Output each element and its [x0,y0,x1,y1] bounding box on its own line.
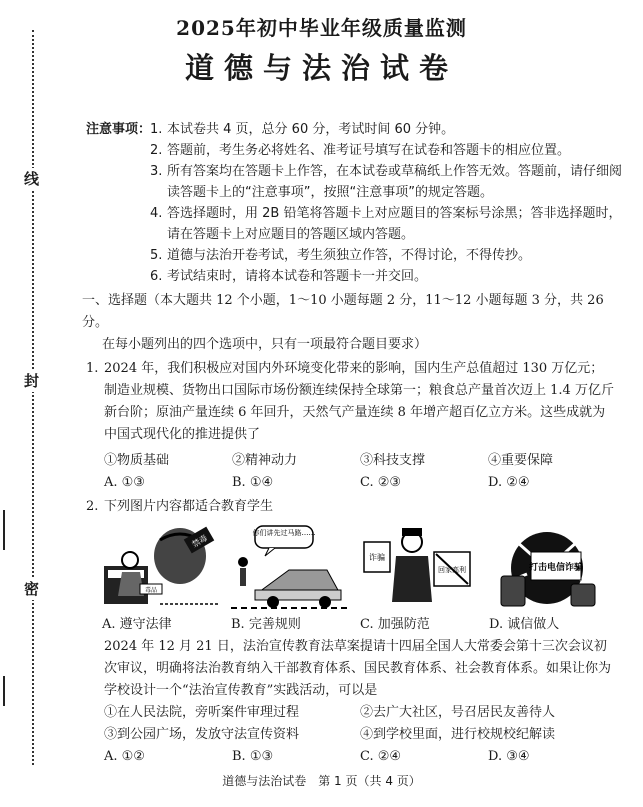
picture-c-caption: C. 加强防范 [360,617,430,632]
picture-c-label-2: 回家高利 [438,566,466,574]
questions-area [82,290,616,768]
notice-text: 考试结束时，请将本试卷和答题卡一并交回。 [167,269,428,284]
option-d[interactable]: D. ③④ [488,749,530,764]
notice-label: 注意事项： [86,122,152,137]
statement-row [86,702,616,724]
crosswalk-cartoon [229,522,349,614]
anti-telecom-fraud-cartoon [487,522,607,614]
statement-row [86,450,616,472]
subject-title: 道德与法治试卷 [184,51,458,85]
notice-text: 本试卷共 4 页，总分 60 分，考试时间 60 分钟。 [167,122,455,137]
notice-text: 答题前，考生务必将姓名、准考证号填写在试卷和答题卡的相应位置。 [167,143,571,158]
picture-a-label-2: 毒品 [144,587,158,594]
statement: ②精神动力 [232,453,298,468]
section-heading: 一、选择题（本大题共 12 个小题，1～10 小题每题 2 分，11～12 小题每题 3 分，共 26 分。 [82,293,604,330]
binding-char-secret: 密 [24,580,40,598]
question-stem: 下列图片内容都适合教育学生 [104,499,274,514]
notice-item [150,119,630,140]
option-c[interactable]: C. ②③ [360,475,402,490]
picture-a[interactable] [100,522,229,636]
question-1 [86,358,616,494]
drug-ban-cartoon [100,522,220,614]
statement: ③科技支撑 [360,453,426,468]
statement: ①物质基础 [104,453,170,468]
binding-margin [0,0,44,807]
notice-item [150,245,630,266]
picture-d-caption: D. 诚信做人 [489,617,560,632]
option-a[interactable]: A. ①② [104,749,145,764]
question-number: 1. [86,361,99,376]
option-b[interactable]: B. ①③ [232,749,274,764]
notice-num: 1. [150,122,163,137]
option-a[interactable]: A. ①③ [104,475,145,490]
notice-item [150,203,630,245]
option-row [86,472,616,494]
fraud-warning-cartoon [358,522,478,614]
picture-c[interactable] [358,522,487,636]
notice-list [150,119,630,287]
question-number: 2. [86,499,99,514]
statement-row [86,724,616,746]
binding-dotted-line [32,30,34,765]
notice-num: 5. [150,248,163,263]
picture-c-label-1: 诈骗 [369,553,385,562]
notice-num: 3. [150,164,163,179]
notice-text: 所有答案均在答题卡上作答，在本试卷或草稿纸上作答无效。答题前，请仔细阅读答题卡上的“注意事项”，按照“注意事项”的规定答题。 [167,164,623,200]
notice-item [150,161,630,203]
notice-num: 6. [150,269,163,284]
question-2 [86,496,616,768]
question-stem-continuation: 2024 年 12 月 21 日，法治宣传教育法草案提请十四届全国人大常委会第十三次会议初次审议，明确将法治教育纳入干部教育体系、国民教育体系、社会教育体系。如果让你为学校设计一个“法治宣传教育”实践活动，可以是 [104,639,612,698]
picture-b-caption: B. 完善规则 [231,617,301,632]
notice-item [150,140,630,161]
option-d[interactable]: D. ②④ [488,475,530,490]
notice-num: 4. [150,206,163,221]
notice-num: 2. [150,143,163,158]
option-row [86,746,616,768]
statement: ②去广大社区，号召居民友善待人 [360,705,556,720]
picture-row [86,522,616,636]
option-b[interactable]: B. ①④ [232,475,274,490]
section-heading-cont: 在每小题列出的四个选项中，只有一项最符合题目要求） [102,337,428,352]
statement: ④重要保障 [488,453,554,468]
binding-mark [3,510,12,550]
page-footer: 道德与法治试卷 第 1 页（共 4 页） [222,774,421,788]
notice-item [150,266,630,287]
picture-d[interactable] [487,522,616,636]
picture-b-label: 你们讲先过马路…… [252,529,316,537]
picture-d-label: 打击电信诈骗 [528,563,584,573]
notice-text: 答选择题时，用 2B 铅笔将答题卡上对应题目的答案标号涂黑；答非选择题时，请在答题卡上对应题目的答题区域内答题。 [167,206,622,242]
picture-b[interactable] [229,522,358,636]
picture-a-caption: A. 遵守法律 [102,617,172,632]
binding-char-line: 线 [24,170,40,188]
exam-title: 2025年初中毕业年级质量监测 [176,16,467,40]
binding-char-seal: 封 [24,372,40,390]
binding-mark [3,676,12,706]
statement: ①在人民法院，旁听案件审理过程 [104,705,300,720]
picture-a-label-1: 禁毒 [190,533,209,550]
statement: ④到学校里面，进行校规校纪解读 [360,727,556,742]
option-c[interactable]: C. ②④ [360,749,402,764]
question-stem: 2024 年，我们积极应对国内外环境变化带来的影响，国内生产总值超过 130 万亿元；制造业规模、货物出口国际市场份额连续保持全球第一；粮食总产量首次迈上 1.4 万亿斤新台阶；原油产量连续 6 年回升，天然气产量连续 8 年增产超百亿立方米。这些成就为中国式现代化的推进提供了 [104,361,614,442]
notice-text: 道德与法治开卷考试，考生须独立作答，不得讨论，不得传抄。 [167,248,532,263]
statement: ③到公园广场，发放守法宣传资料 [104,727,300,742]
